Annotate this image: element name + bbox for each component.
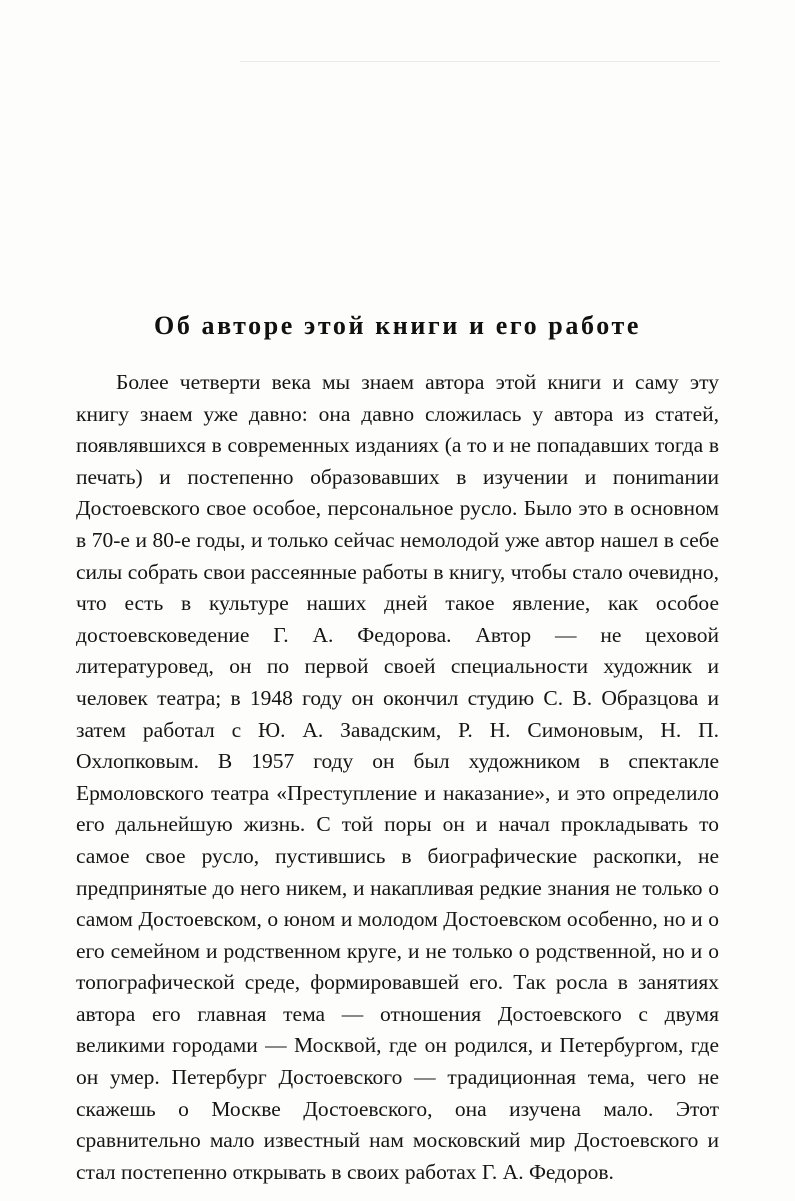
bleed-through-header	[240, 58, 720, 62]
chapter-title: Об авторе этой книги и его работе	[154, 311, 641, 340]
body-paragraph: Более четверти века мы знаем автора этой книги и саму эту книгу знаем уже давно: она давно сложилась у автора из статей, появлявшихся в современных изданиях (а то и не попадавших тогда в печать) и постепенно образовавших в изучении и пониmании Достоевского свое особое, персональное русло. Было это в основном в 70-е и 80-е годы, и только сейчас немолодой уже автор нашел в себе силы собрать свои рассеянные работы в книгу, чтобы стало очевидно, что есть в культуре наших дней такое явление, как особое достоевсковедение Г. А. Федорова. Автор — не цеховой литературовед, он по первой своей специальности художник и человек театра; в 1948 году он окончил студию С. В. Образцова и затем работал с Ю. А. Завадским, Р. Н. Симоновым, Н. П. Охлопковым. В 1957 году он был художником в спектакле Ермоловского театра «Преступление и наказание», и это определило его дальнейшую жизнь. С той поры он и начал прокладывать то самое свое русло, пустившись в биографические раскопки, не предпринятые до него никем, и накапливая редкие знания не только о самом Достоевском, о юном и молодом Достоевском особенно, но и о его семейном и родственном круге, и не только о родственной, но и о топографической среде, формировавшей его. Так росла в занятиях автора его главная тема — отношения Достоевского с двумя великими городами — Москвой, где он родился, и Петербургом, где он умер. Петербург Достоевского — традиционная тема, чего не скажешь о Москве Достоевского, она изучена мало. Этот сравнительно мало известный нам московский мир Достоевского и стал постепенно открывать в своих работах Г. А. Федоров.	[76, 370, 719, 1184]
